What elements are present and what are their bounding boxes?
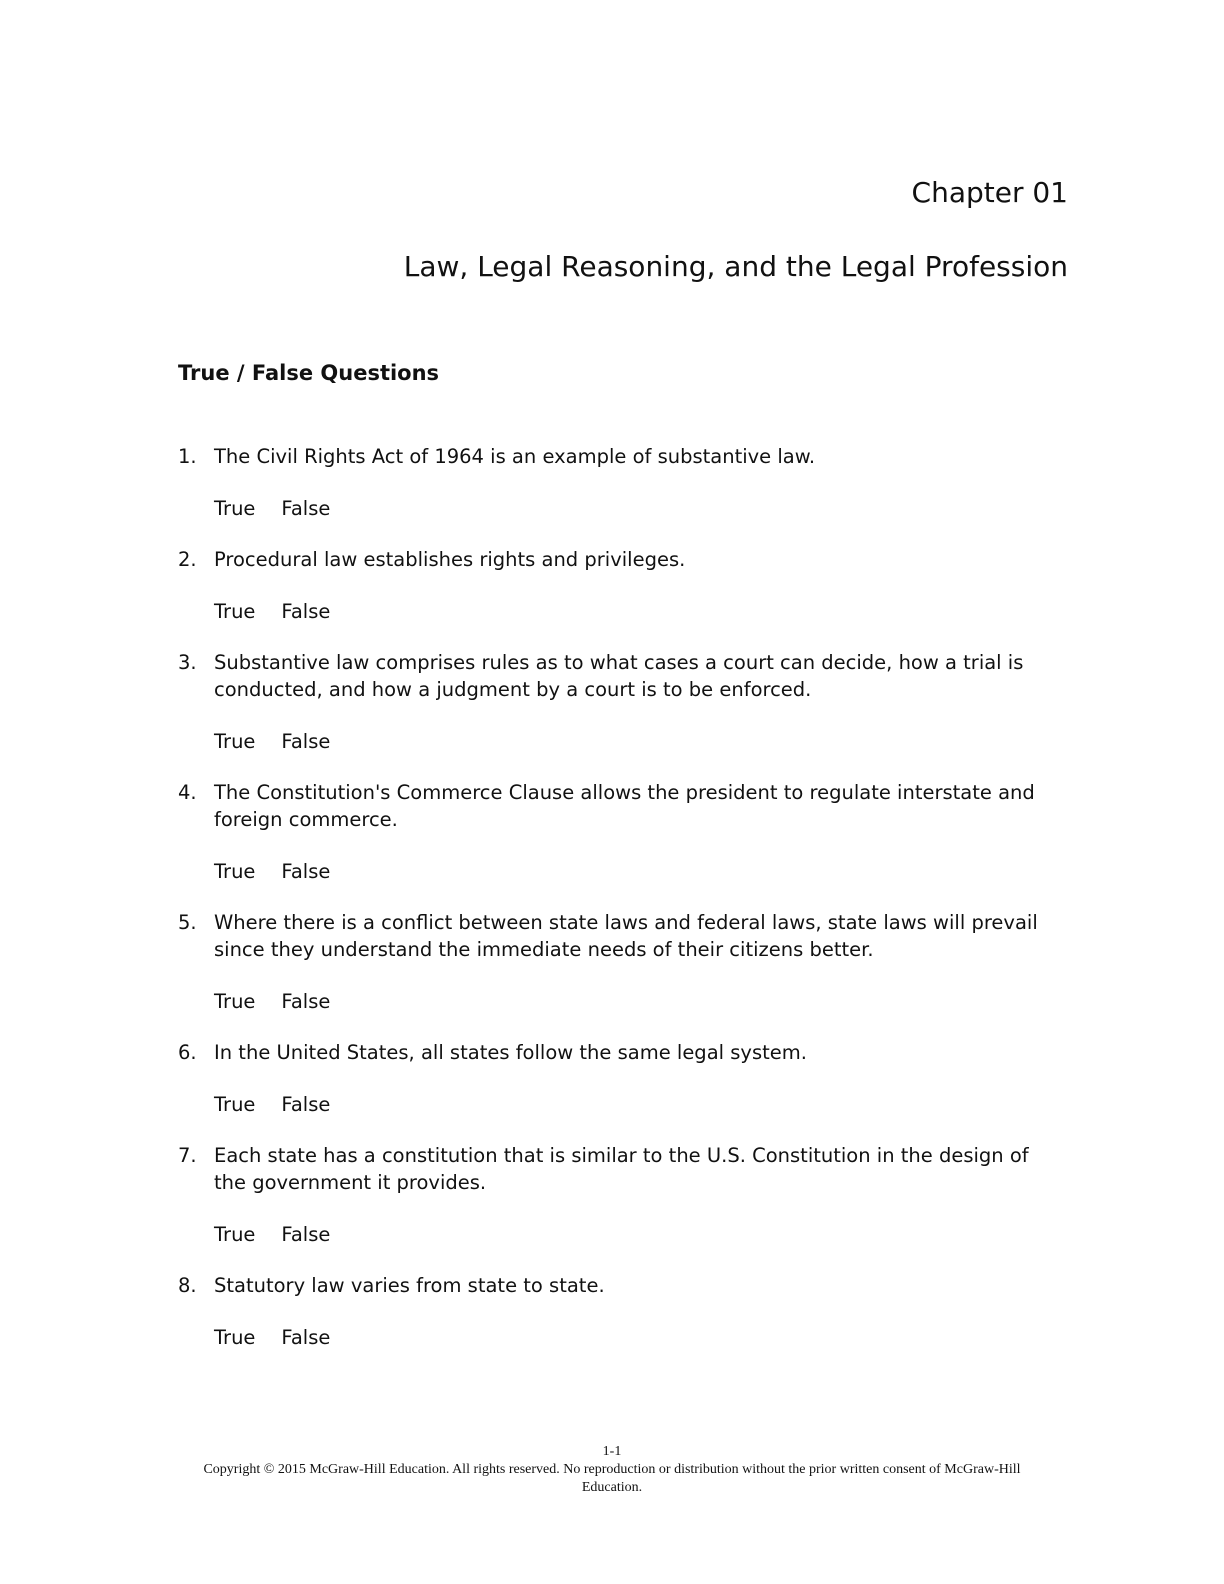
- question-number: 7.: [178, 1144, 197, 1167]
- question-text: Each state has a constitution that is similar to the U.S. Constitution in the design of the government it provides.: [214, 1144, 1029, 1194]
- question: [178, 1142, 1058, 1196]
- answer-options: [214, 598, 1058, 625]
- answer-options: [214, 1324, 1058, 1351]
- option-true: True: [214, 497, 256, 520]
- chapter-title: Law, Legal Reasoning, and the Legal Profession: [403, 250, 1068, 283]
- question: [178, 1272, 1058, 1299]
- question: [178, 546, 1058, 573]
- option-true: True: [214, 1326, 256, 1349]
- option-true: True: [214, 1093, 256, 1116]
- answer-options: [214, 728, 1058, 755]
- question-number: 6.: [178, 1041, 197, 1064]
- question-number: 4.: [178, 781, 197, 804]
- question-text: In the United States, all states follow the same legal system.: [214, 1041, 807, 1064]
- option-false: False: [281, 990, 331, 1013]
- question-number: 2.: [178, 548, 197, 571]
- option-false: False: [281, 730, 331, 753]
- option-true: True: [214, 600, 256, 623]
- copyright-notice: Copyright © 2015 McGraw-Hill Education. All rights reserved. No reproduction or distribution without the prior written consent of McGraw-Hill Education.: [203, 1462, 1021, 1495]
- chapter-number: Chapter 01: [911, 176, 1068, 209]
- question-text: The Constitution's Commerce Clause allows the president to regulate interstate and foreign commerce.: [214, 781, 1035, 831]
- question: [178, 909, 1058, 963]
- question: [178, 1039, 1058, 1066]
- option-false: False: [281, 497, 331, 520]
- footer: [0, 1443, 1224, 1497]
- option-true: True: [214, 1223, 256, 1246]
- question-text: Where there is a conflict between state laws and federal laws, state laws will prevail since they understand the immediate needs of their citizens better.: [214, 911, 1038, 961]
- option-true: True: [214, 990, 256, 1013]
- question-text: Procedural law establishes rights and privileges.: [214, 548, 686, 571]
- question: [178, 443, 1058, 470]
- question-number: 5.: [178, 911, 197, 934]
- question-text: Substantive law comprises rules as to what cases a court can decide, how a trial is conducted, and how a judgment by a court is to be enforced.: [214, 651, 1024, 701]
- answer-options: [214, 988, 1058, 1015]
- page-number: 1-1: [602, 1444, 622, 1459]
- option-false: False: [281, 860, 331, 883]
- question-number: 8.: [178, 1274, 197, 1297]
- question-number: 1.: [178, 445, 197, 468]
- question-text: Statutory law varies from state to state.: [214, 1274, 605, 1297]
- answer-options: [214, 495, 1058, 522]
- question: [178, 649, 1058, 703]
- option-false: False: [281, 1093, 331, 1116]
- answer-options: [214, 1091, 1058, 1118]
- option-true: True: [214, 730, 256, 753]
- section-heading: True / False Questions: [178, 361, 440, 385]
- option-true: True: [214, 860, 256, 883]
- option-false: False: [281, 600, 331, 623]
- answer-options: [214, 858, 1058, 885]
- option-false: False: [281, 1223, 331, 1246]
- question-number: 3.: [178, 651, 197, 674]
- answer-options: [214, 1221, 1058, 1248]
- question-text: The Civil Rights Act of 1964 is an example of substantive law.: [214, 445, 816, 468]
- option-false: False: [281, 1326, 331, 1349]
- question-list: [178, 443, 1058, 1375]
- question: [178, 779, 1058, 833]
